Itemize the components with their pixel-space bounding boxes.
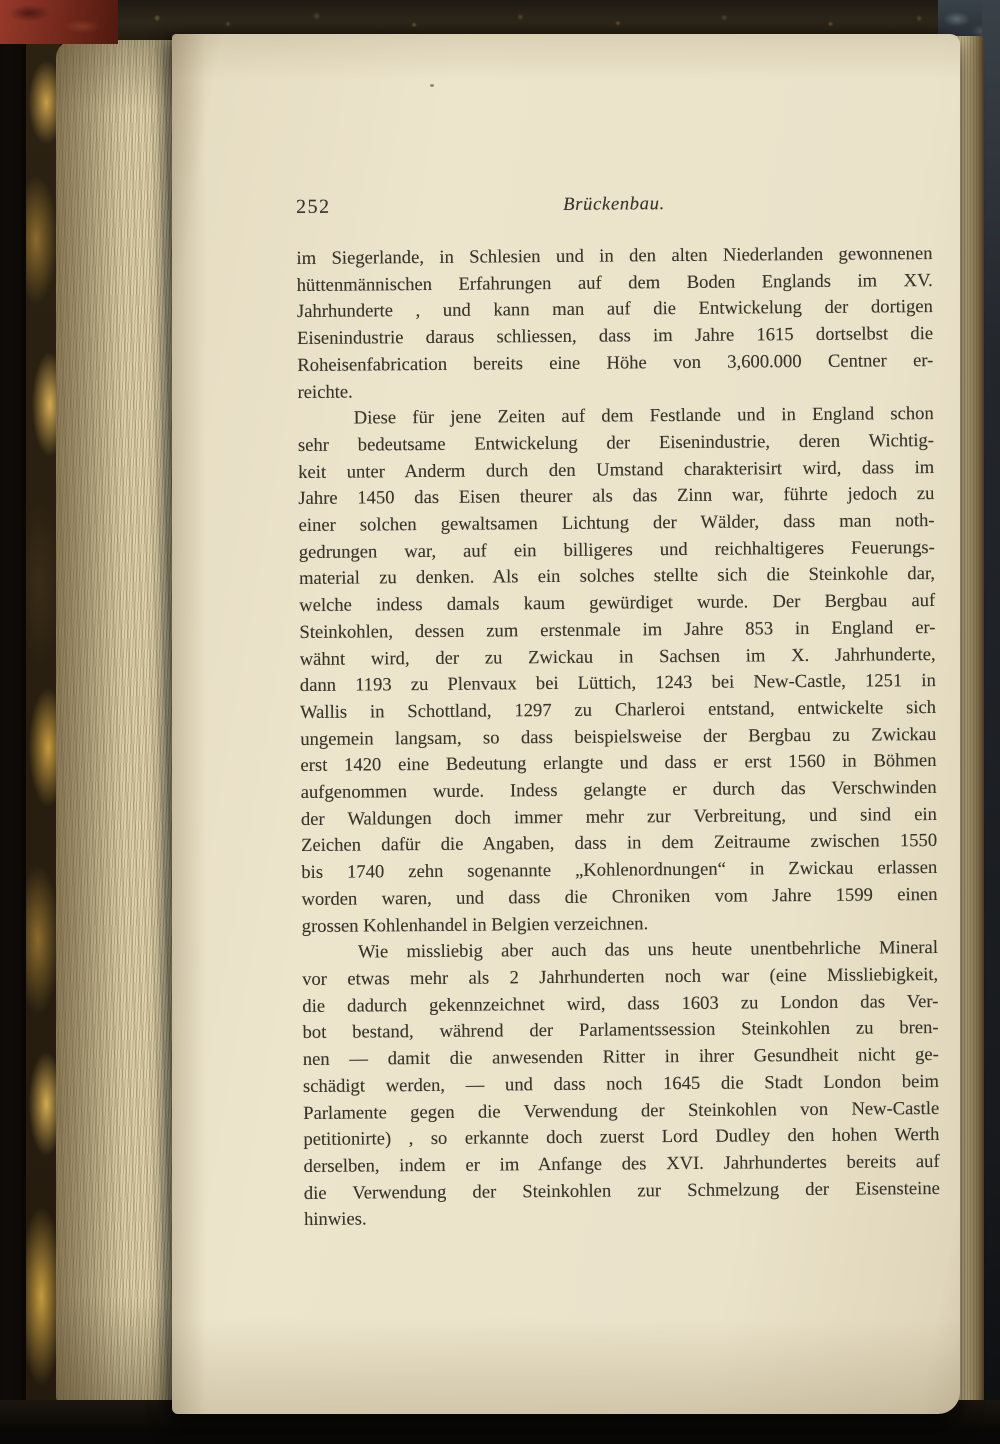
text-line: Jahre 1450 das Eisen theurer als das Zinn war, führte jedoch zu: [298, 483, 935, 510]
text-line: Diese für jene Zeiten auf dem Festlande und in England schon: [353, 403, 934, 429]
text-line: material zu denken. Als ein solches stellte sich die Steinkohle dar,: [298, 563, 936, 590]
text-line: Jahrhunderte , und kann man auf die Entwickelung der dortigen: [296, 296, 933, 323]
paragraph: [296, 241, 933, 406]
text-line: hinwies.: [303, 1208, 367, 1231]
text-line: dann 1193 zu Plenvaux bei Lüttich, 1243 bei New-Castle, 1251 in: [299, 670, 936, 697]
text-line: die dadurch gekennzeichnet wird, dass 1603 zu London das Ver-: [302, 990, 939, 1017]
text-line: Wie missliebig aber auch das uns heute unentbehrliche Mineral: [357, 937, 939, 963]
running-head: Brückenbau.: [563, 194, 666, 215]
text-line: worden waren, und dass die Chroniken vom Jahre 1599 einen: [301, 883, 938, 910]
text-line: gedrungen war, auf ein billigeres und reichhaltigeres Feuerungs-: [298, 536, 935, 563]
page-header: [296, 189, 932, 218]
text-line: welche indess damals kaum gewürdiget wurde. Der Bergbau auf: [299, 590, 936, 617]
back-cover-edge: [982, 0, 1000, 1444]
text-line: schädigt werden, — und dass noch 1645 die Stadt London beim: [302, 1070, 940, 1097]
text-line: ungemein langsam, so dass beispielsweise der Bergbau zu Zwickau: [300, 723, 937, 750]
page-body: [296, 241, 940, 1234]
text-line: aufgenommen wurde. Indess gelangte er durch das Verschwinden: [300, 777, 937, 804]
page-content: [296, 189, 940, 1234]
text-line: die Verwendung der Steinkohlen zur Schmelzung der Eisensteine: [303, 1177, 940, 1204]
page-stack-fore-edge: [56, 40, 178, 1406]
text-line: einer solchen gewaltsamen Lichtung der Wälder, dass man noth-: [298, 510, 935, 537]
text-line: Zeichen dafür die Angaben, dass in dem Zeitraume zwischen 1550: [301, 830, 938, 857]
text-line: nen — damit die anwesenden Ritter in ihrer Gesundheit nicht ge-: [302, 1044, 939, 1071]
book-page: [172, 34, 960, 1414]
text-line: petitionirte) , so erkannte doch zuerst Lord Dudley den hohen Werth: [303, 1124, 940, 1151]
text-line: bis 1740 zehn sogenannte „Kohlenordnungen“ in Zwickau erlassen: [301, 857, 938, 884]
text-line: derselben, indem er im Anfange des XVI. Jahrhundertes bereits auf: [303, 1150, 940, 1177]
page-number: 252: [296, 195, 331, 218]
text-line: Eisenindustrie daraus schliessen, dass im Jahre 1615 dortselbst die: [297, 323, 934, 350]
text-line: reichte.: [297, 381, 353, 403]
text-line: Parlamente gegen die Verwendung der Steinkohlen von New-Castle: [303, 1097, 940, 1124]
text-line: hüttenmännischen Erfahrungen auf dem Boden Englands im XV.: [296, 269, 933, 296]
text-line: Roheisenfabrication bereits eine Höhe von 3,600.000 Centner er-: [297, 349, 934, 376]
text-line: vor etwas mehr als 2 Jahrhunderten noch war (eine Missliebigkeit,: [302, 963, 939, 990]
paragraph: [298, 401, 938, 940]
paragraph: [302, 935, 940, 1234]
red-cover-corner: [0, 0, 118, 44]
text-line: Steinkohlen, dessen zum erstenmale im Jahre 853 in England er-: [299, 616, 936, 643]
text-line: bot bestand, während der Parlamentssession Steinkohlen zu bren-: [302, 1017, 939, 1044]
text-line: sehr bedeutsame Entwickelung der Eisenindustrie, deren Wichtig-: [297, 429, 935, 456]
marbled-endpaper: [26, 34, 60, 1406]
text-line: der Waldungen doch immer mehr zur Verbreitung, und sind ein: [300, 803, 937, 830]
text-line: keit unter Anderm durch den Umstand charakterisirt wird, dass im: [298, 456, 935, 483]
text-line: Wallis in Schottland, 1297 zu Charleroi entstand, entwickelte sich: [299, 696, 937, 723]
text-line: grossen Kohlenhandel in Belgien verzeichnen.: [301, 912, 649, 937]
text-line: erst 1420 eine Bedeutung erlangte und dass er erst 1560 in Böhmen: [300, 750, 937, 777]
ink-speck: [430, 84, 434, 87]
text-line: im Siegerlande, in Schlesien und in den alten Niederlanden gewonnenen: [296, 243, 933, 269]
text-line: wähnt wird, der zu Zwickau in Sachsen im X. Jahrhunderte,: [299, 643, 936, 670]
